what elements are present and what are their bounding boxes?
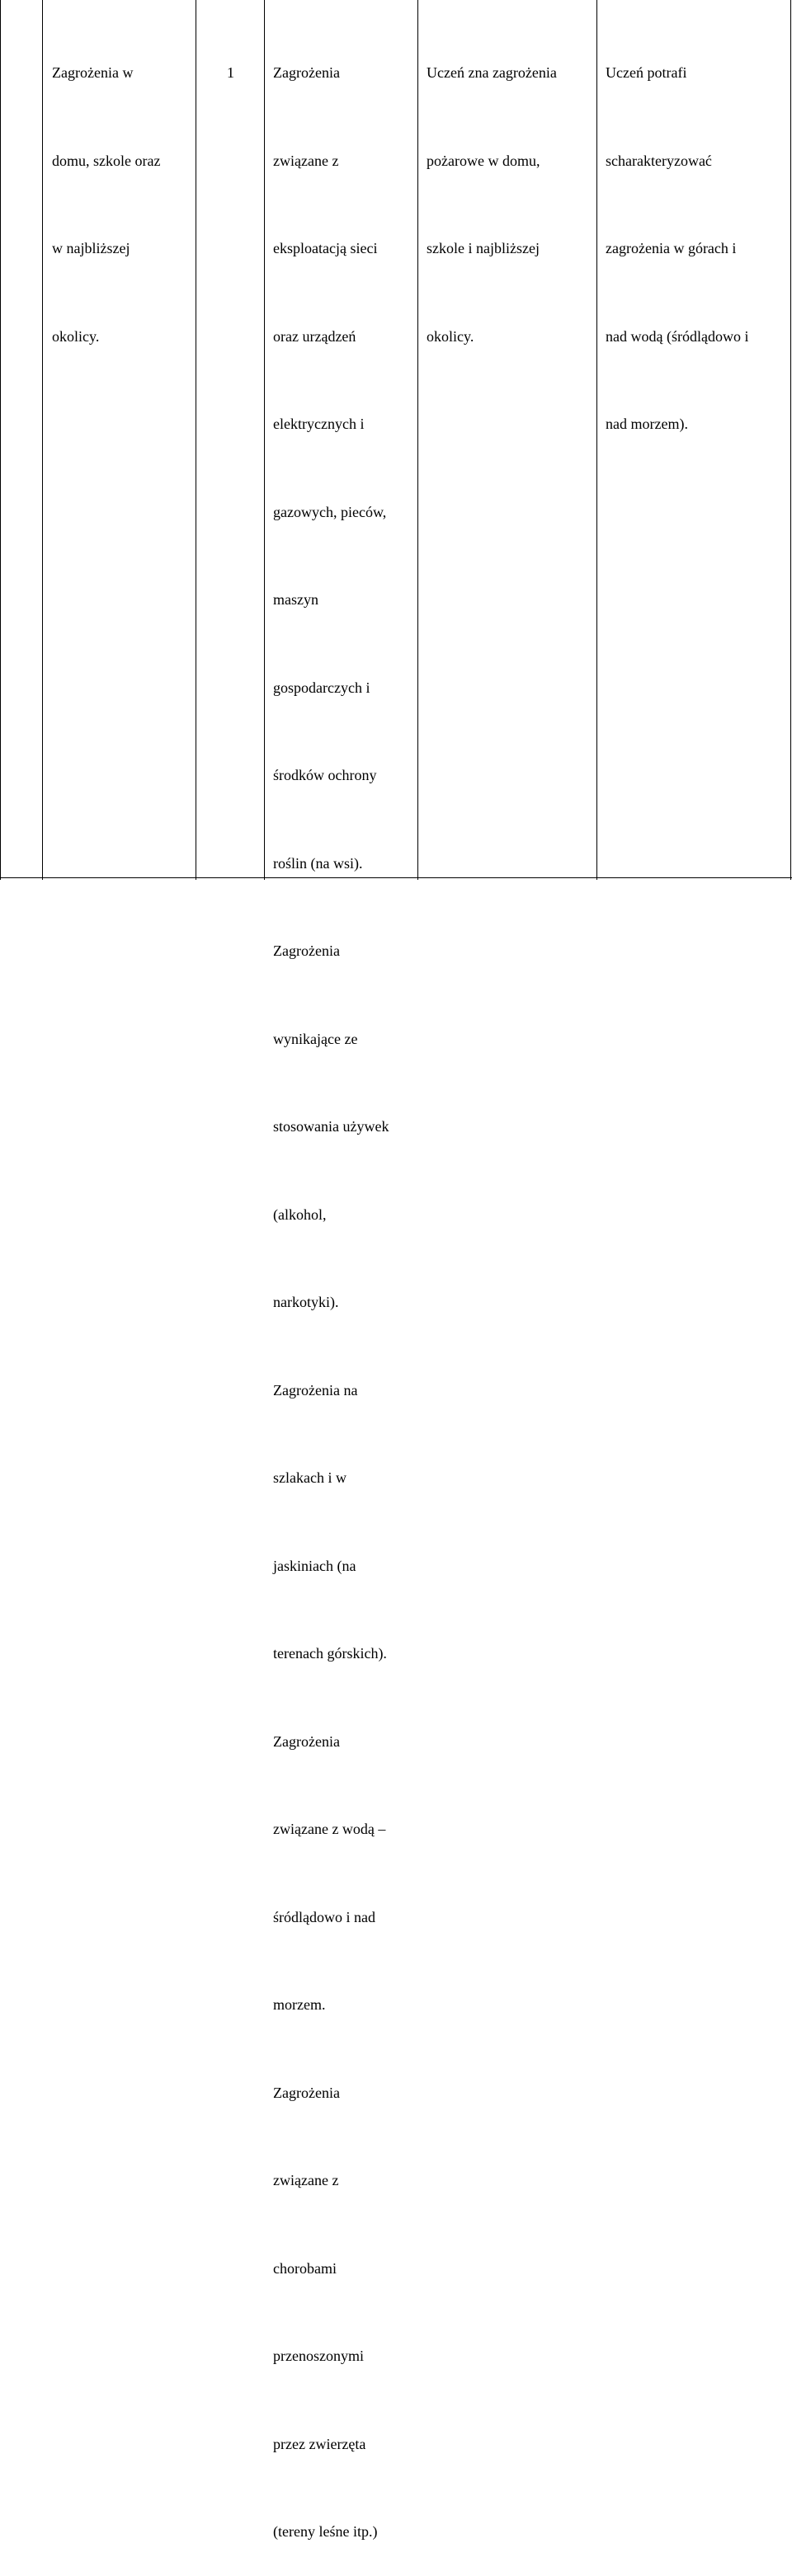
content-line: Zagrożenia <box>273 942 340 959</box>
content-line: oraz urządzeń <box>273 327 356 345</box>
content-line: terenach górskich). <box>273 1645 387 1662</box>
table-right-border <box>790 0 791 880</box>
content-line: związane z <box>273 2172 339 2188</box>
topic-line: okolicy. <box>52 327 100 345</box>
basic-requirements-cell <box>427 0 557 381</box>
topic-line: domu, szkole oraz <box>52 152 161 169</box>
content-line: elektrycznych i <box>273 416 365 432</box>
content-line: (alkohol, <box>273 1206 327 1223</box>
content-line: jaskiniach (na <box>273 1557 356 1574</box>
extended-requirements-cell <box>606 0 748 468</box>
table-bottom-border <box>0 877 792 878</box>
hours-value: 1 <box>227 64 234 81</box>
extended-requirement-line: Uczeń potrafi <box>606 64 687 81</box>
content-line: eksploatacją sieci <box>273 240 378 256</box>
content-line: środków ochrony <box>273 767 377 783</box>
topic-cell <box>52 0 160 381</box>
content-line: Zagrożenia <box>273 64 340 81</box>
column-divider-3 <box>264 0 265 880</box>
basic-requirement-line: szkole i najbliższej <box>427 240 540 256</box>
extended-requirement-line: nad wodą (śródlądowo i <box>606 327 749 345</box>
content-line: Zagrożenia <box>273 2084 340 2101</box>
basic-requirement-line: Uczeń zna zagrożenia <box>427 64 557 81</box>
content-line: Zagrożenia na <box>273 1381 358 1398</box>
content-line: roślin (na wsi). <box>273 854 363 872</box>
extended-requirement-line: nad morzem). <box>606 416 688 432</box>
content-line: narkotyki). <box>273 1294 339 1310</box>
content-line: związane z wodą – <box>273 1821 386 1837</box>
content-line: wynikające ze <box>273 1030 358 1047</box>
content-line: (tereny leśne itp.) <box>273 2523 378 2540</box>
content-cell <box>273 0 389 2576</box>
extended-requirement-line: zagrożenia w górach i <box>606 240 737 256</box>
extended-requirement-line: scharakteryzować <box>606 152 712 169</box>
table-left-border <box>0 0 1 880</box>
hours-cell <box>227 0 234 117</box>
content-line: śródlądowo i nad <box>273 1908 375 1925</box>
column-divider-5 <box>596 0 597 880</box>
content-line: przenoszonymi <box>273 2348 364 2364</box>
basic-requirement-line: pożarowe w domu, <box>427 152 540 169</box>
content-line: Zagrożenia <box>273 1732 340 1750</box>
topic-line: Zagrożenia w <box>52 64 134 81</box>
basic-requirement-line: okolicy. <box>427 327 474 345</box>
content-line: szlakach i w <box>273 1469 346 1486</box>
content-line: gospodarczych i <box>273 679 370 696</box>
topic-line: w najbliższej <box>52 240 130 256</box>
content-line: morzem. <box>273 1996 326 2013</box>
content-line: maszyn <box>273 591 318 608</box>
content-line: przez zwierzęta <box>273 2435 366 2452</box>
content-line: gazowych, pieców, <box>273 503 387 520</box>
column-divider-1 <box>42 0 43 880</box>
column-divider-4 <box>417 0 418 880</box>
content-line: stosowania używek <box>273 1118 389 1135</box>
content-line: chorobami <box>273 2259 337 2277</box>
content-line: związane z <box>273 152 339 169</box>
